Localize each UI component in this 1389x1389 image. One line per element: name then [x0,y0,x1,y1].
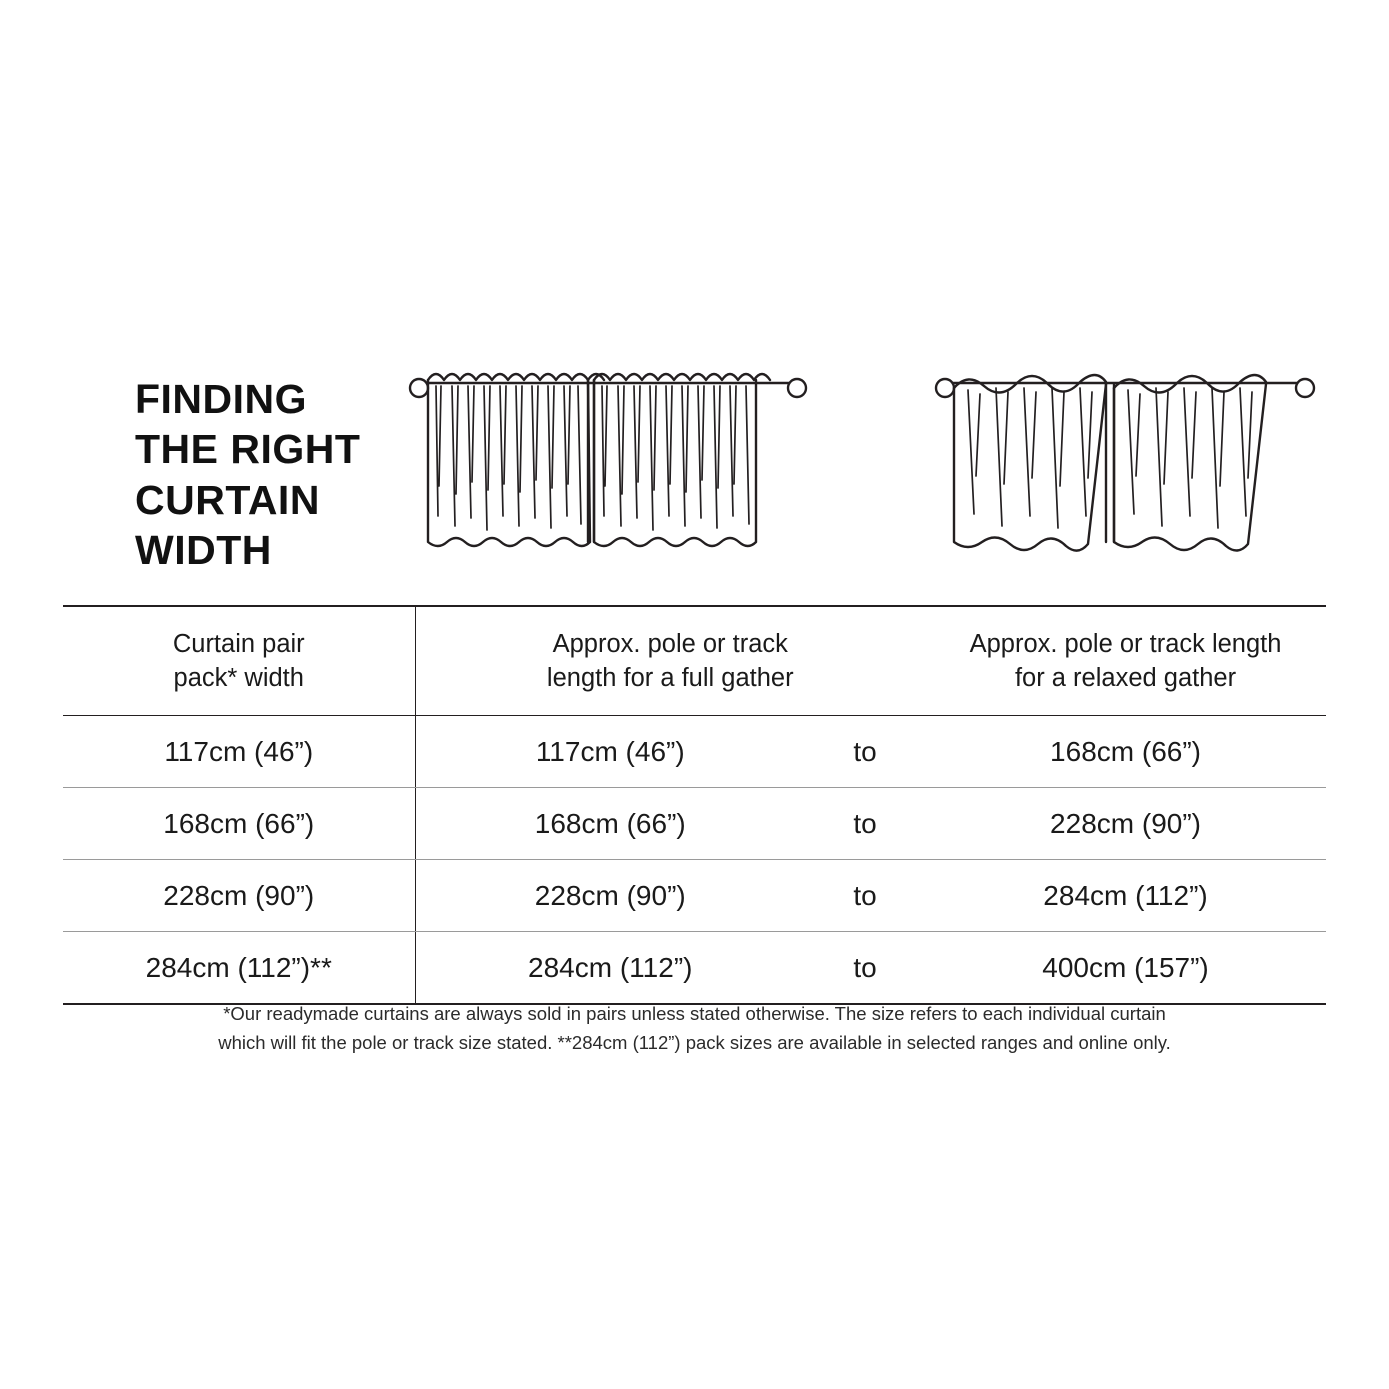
cell-pack-width: 117cm (46”) [63,716,415,788]
page-title-line-1: FINDING [135,376,308,422]
page-title-line-4: WIDTH [135,527,272,574]
cell-relaxed-gather: 168cm (66”) [925,716,1326,788]
cell-relaxed-gather: 228cm (90”) [925,788,1326,860]
header-full-gather-line-1: Approx. pole or track [552,629,788,658]
header-relaxed-gather-line-2: for a relaxed gather [1014,664,1237,692]
table-row [63,932,1326,1005]
table-header-row [63,606,1326,716]
header-full-gather [415,606,925,716]
cell-to: to [805,716,925,788]
header-pack-width [63,606,415,716]
footnote [63,1000,1326,1057]
cell-pack-width: 168cm (66”) [63,788,415,860]
page-title-line-2: THE RIGHT [135,426,361,473]
header-section [63,360,1326,595]
cell-pack-width: 228cm (90”) [63,860,415,932]
curtain-width-table [63,605,1326,1005]
header-relaxed-gather [925,606,1326,716]
cell-to: to [805,860,925,932]
cell-full-gather: 284cm (112”) [415,932,805,1005]
table-row [63,716,1326,788]
illustrations [408,360,1326,581]
cell-relaxed-gather: 400cm (157”) [925,932,1326,1005]
header-relaxed-gather-line-1: Approx. pole or track length [969,629,1282,658]
footnote-line-1: *Our readymade curtains are always sold in pairs unless stated otherwise. The size refers to each individual curtain [223,1003,1166,1024]
header-pack-width-line-1: Curtain pair [172,629,305,658]
cell-full-gather: 117cm (46”) [415,716,805,788]
header-full-gather-line-2: length for a full gather [546,664,794,692]
cell-to: to [805,932,925,1005]
header-pack-width-line-2: pack* width [173,664,304,692]
cell-full-gather: 228cm (90”) [415,860,805,932]
relaxed-gather-curtain-illustration [934,366,1316,581]
table-row [63,860,1326,932]
table-row [63,788,1326,860]
cell-relaxed-gather: 284cm (112”) [925,860,1326,932]
full-gather-curtain-illustration [408,366,808,581]
page-title-line-3: CURTAIN [135,476,320,523]
cell-to: to [805,788,925,860]
footnote-line-2: which will fit the pole or track size stated. **284cm (112”) pack sizes are available in selected ranges and online only. [218,1031,1171,1053]
page-title [63,360,408,576]
cell-pack-width: 284cm (112”)** [63,932,415,1005]
cell-full-gather: 168cm (66”) [415,788,805,860]
